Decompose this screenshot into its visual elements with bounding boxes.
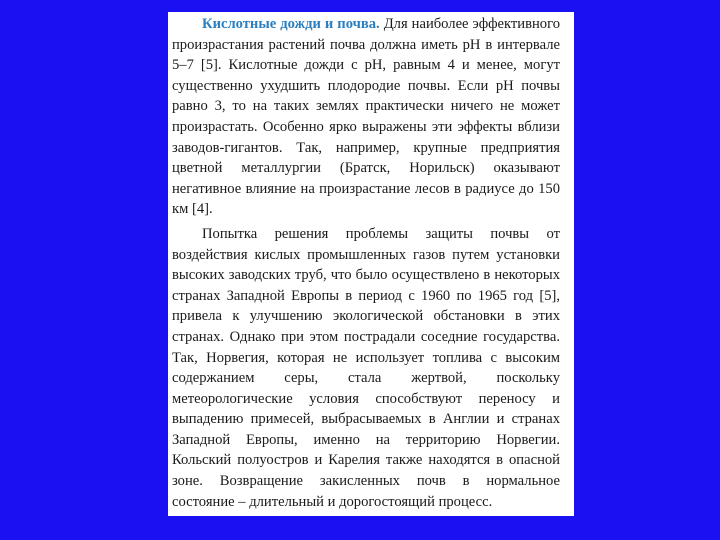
document-text (172, 14, 560, 512)
paragraph-1-body: Для наиболее эффективного произрастания растений почва должна иметь pH в интервале 5–7 [5]. Кислотные дожди с pH, равным 4 и менее, могут существенно ухудшить плодородие почвы. Если pH почвы равно 3, то на таких землях практически ничего не может произрастать. Особенно ярко выражены эти эффекты вблизи заводов-гигантов. Так, например, крупные предприятия цветной металлургии (Братск, Норильск) оказывают негативное влияние на произрастание лесов в радиусе до 150 км [4]. (172, 16, 561, 218)
document-page (168, 12, 574, 516)
paragraph-2: Попытка решения проблемы защиты почвы от воздействия кислых промышленных газов путем установки высоких заводских труб, что было осуществлено в некоторых странах Западной Европы в период с 1960 по 1965 год [5], привела к улучшению экологической обстановки в этих странах. Однако при этом пострадали соседние государства. Так, Норвегия, которая не использует топлива с высоким содержанием серы, стала жертвой, поскольку метеорологические условия способствуют переносу и выпадению примесей, выбрасываемых в Англии и странах Западной Европы, именно на территорию Норвегии. Кольский полуостров и Карелия также находятся в опасной зоне. Возвращение закисленных почв в нормальное состояние – длительный и дорогостоящий процесс. (172, 225, 560, 510)
section-heading: Кислотные дожди и почва. (202, 16, 380, 32)
paragraph-1 (172, 14, 560, 220)
